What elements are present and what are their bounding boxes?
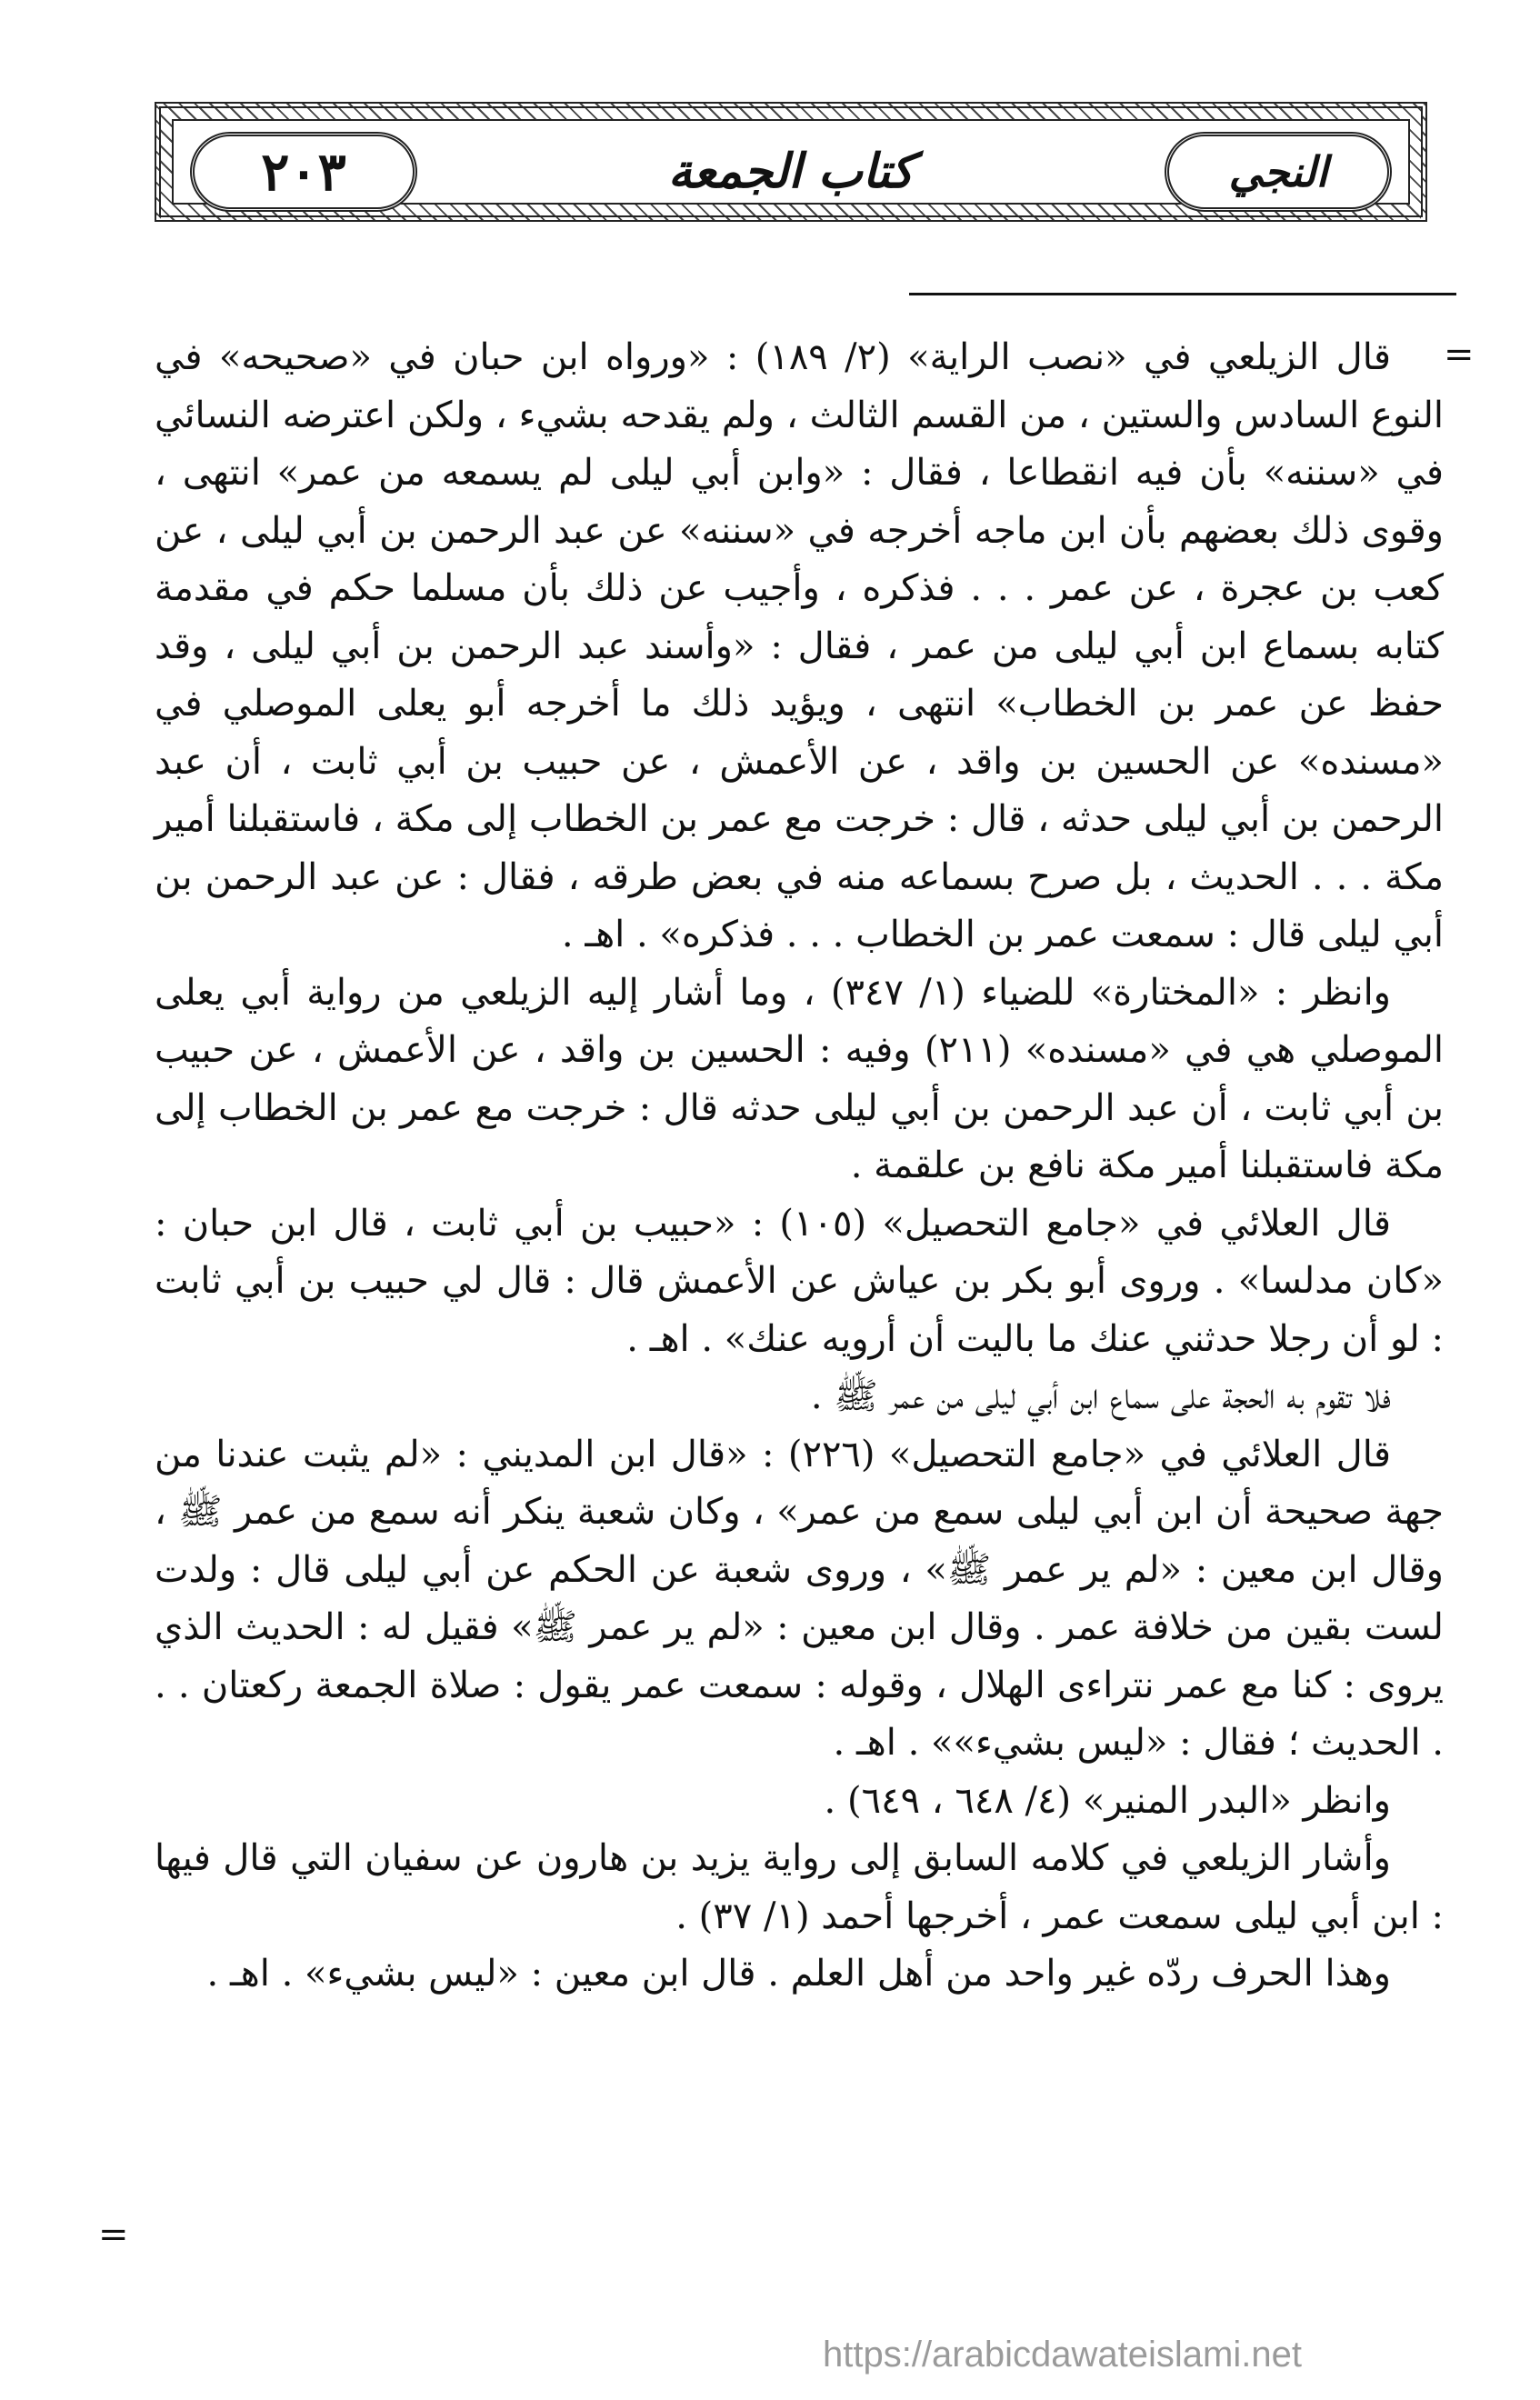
paragraph: قال العلائي في «جامع التحصيل» (١٠٥) : «حبيب بن أبي ثابت ، قال ابن حبان : «كان مدلسا» . وروى أبو بكر بن عياش عن الأعمش قال : قال لي حبيب بن أبي ثابت : لو أن رجلا حدثني عنك ما باليت أن أرويه عنك» . اهـ . <box>155 1202 1444 1360</box>
header-frame <box>172 119 1410 205</box>
paragraph: وهذا الحرف ردّه غير واحد من أهل العلم . قال ابن معين : «ليس بشيء» . اهـ . <box>206 1953 1391 1995</box>
paragraph: وانظر : «المختارة» للضياء (١/ ٣٤٧) ، وما أشار إليه الزيلعي من رواية أبي يعلى الموصلي هي في «مسنده» (٢١١) وفيه : الحسين بن واقد ، عن الأعمش ، عن حبيب بن أبي ثابت ، أن عبد الرحمن بن أبي ليلى حدثه قال : خرجت مع عمر بن الخطاب إلى مكة فاستقبلنا أمير مكة نافع بن علقمة . <box>155 971 1444 1186</box>
paragraph: وأشار الزيلعي في كلامه السابق إلى رواية يزيد بن هارون عن سفيان التي قال فيها : ابن أبي ليلى سمعت عمر ، أخرجها أحمد (١/ ٣٧) . <box>155 1837 1444 1937</box>
paragraph: وانظر «البدر المنير» (٤/ ٦٤٨ ، ٦٤٩) . <box>824 1779 1391 1822</box>
page-header <box>155 102 1427 222</box>
page-number: ٢٠٣ <box>261 141 346 203</box>
page-number-badge <box>190 132 417 212</box>
continuation-mark-top: = <box>1444 334 1475 375</box>
paragraph: فلا تقوم به الحجة على سماع ابن أبي ليلى من عمر ﷺ . <box>810 1375 1391 1417</box>
continuation-mark-bottom: = <box>98 2214 129 2255</box>
watermark-url: https://arabicdawateislami.net <box>823 2335 1302 2375</box>
book-logo-badge <box>1165 132 1392 212</box>
paragraph: قال العلائي في «جامع التحصيل» (٢٢٦) : «قال ابن المديني : «لم يثبت عندنا من جهة صحيحة أن ابن أبي ليلى سمع من عمر» ، وكان شعبة ينكر أنه سمع من عمر ﷺ ، وقال ابن معين : «لم ير عمر ﷺ» ، وروى شعبة عن الحكم عن أبي ليلى قال : ولدت لست بقين من خلافة عمر . وقال ابن معين : «لم ير عمر ﷺ» فقيل له : الحديث الذي يروى : كنا مع عمر نتراءى الهلال ، وقوله : سمعت عمر يقول : صلاة الجمعة ركعتان . . . الحديث ؛ فقال : «ليس بشيء»» . اهـ . <box>155 1433 1444 1764</box>
footnote-separator <box>909 293 1456 295</box>
paragraph: قال الزيلعي في «نصب الراية» (٢/ ١٨٩) : «ورواه ابن حبان في «صحيحه» في النوع السادس والستين ، من القسم الثالث ، ولم يقدحه بشيء ، ولكن اعترضه النسائي في «سننه» بأن فيه انقطاعا ، فقال : «وابن أبي ليلى لم يسمعه من عمر» انتهى ، وقوى ذلك بعضهم بأن ابن ماجه أخرجه في «سننه» عن عبد الرحمن بن أبي ليلى ، عن كعب بن عجرة ، عن عمر . . . فذكره ، وأجيب عن ذلك بأن مسلما حكم في مقدمة كتابه بسماع ابن أبي ليلى من عمر ، فقال : «وأسند عبد الرحمن بن أبي ليلى ، وقد حفظ عن عمر بن الخطاب» انتهى ، ويؤيد ذلك ما أخرجه أبو يعلى الموصلي في «مسنده» عن الحسين بن واقد ، عن الأعمش ، عن حبيب بن أبي ثابت ، أن عبد الرحمن بن أبي ليلى حدثه ، قال : خرجت مع عمر بن الخطاب إلى مكة ، فاستقبلنا أمير مكة . . . الحديث ، بل صرح بسماعه منه في بعض طرقه ، فقال : عن عبد الرحمن بن أبي ليلى قال : سمعت عمر بن الخطاب . . . فذكره» . اهـ . <box>155 336 1444 955</box>
book-logo: النجي <box>1228 147 1328 196</box>
chapter-title: كتاب الجمعة <box>667 143 915 199</box>
footnote-text <box>155 329 1444 2004</box>
